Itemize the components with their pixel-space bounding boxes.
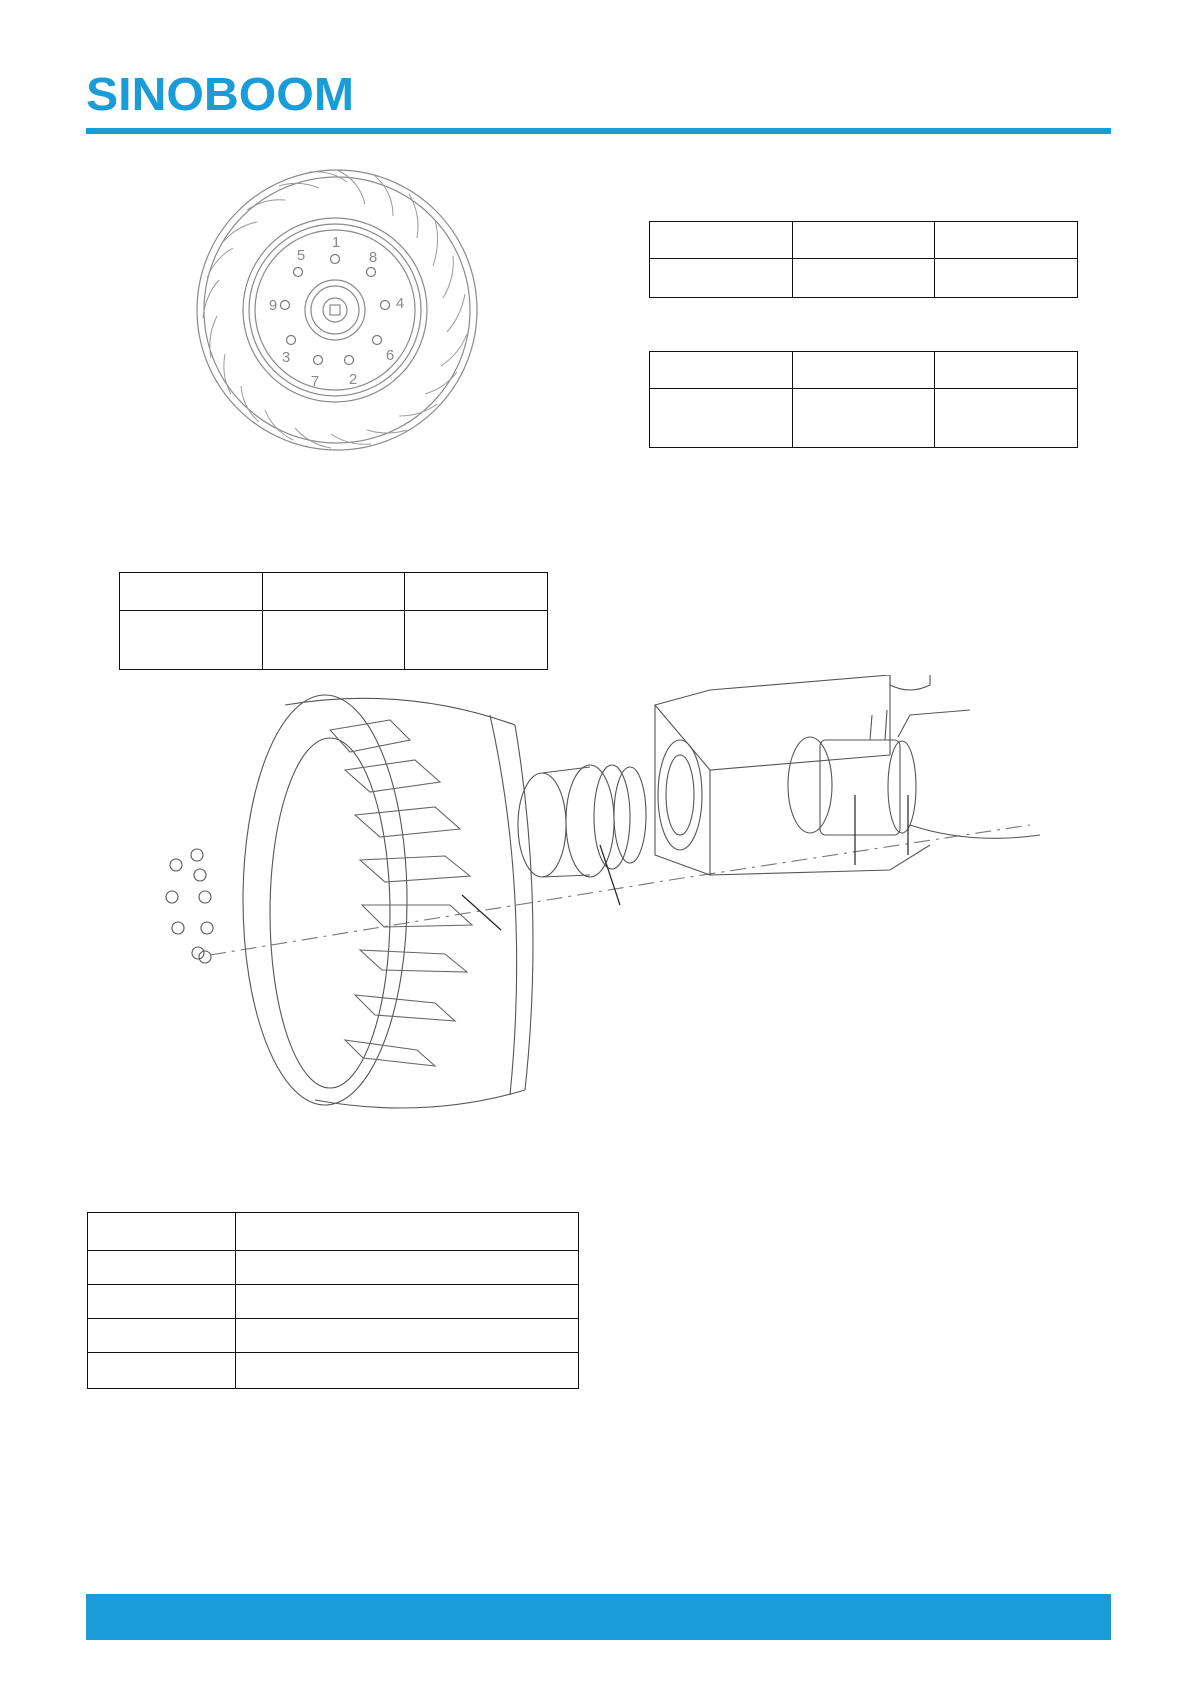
table-cell xyxy=(120,573,263,611)
table-cell xyxy=(120,611,263,670)
wheel-drive-exploded-drawing xyxy=(150,675,1040,1115)
table-cell xyxy=(236,1251,579,1285)
table-cell xyxy=(236,1319,579,1353)
table-cell xyxy=(262,573,405,611)
lug-number-1: 1 xyxy=(331,234,341,251)
wheel-front-view-drawing xyxy=(185,160,485,460)
lug-number-4: 4 xyxy=(395,295,405,312)
table-cell xyxy=(236,1285,579,1319)
table-cell xyxy=(262,611,405,670)
table-cell xyxy=(792,222,935,259)
table-cell xyxy=(650,222,793,259)
table-1 xyxy=(649,221,1078,298)
table-cell xyxy=(405,573,548,611)
table-2 xyxy=(649,351,1078,448)
sinoboom-logo xyxy=(86,72,356,116)
table-row xyxy=(650,222,1078,259)
table-cell xyxy=(935,222,1078,259)
table-cell xyxy=(88,1285,236,1319)
table-cell xyxy=(792,352,935,389)
lug-nuts-illustration xyxy=(166,849,213,963)
lug-number-2: 2 xyxy=(348,371,358,388)
lug-number-6: 6 xyxy=(385,347,395,364)
table-cell xyxy=(935,259,1078,298)
table-cell xyxy=(88,1251,236,1285)
table-cell xyxy=(405,611,548,670)
table-cell xyxy=(792,389,935,448)
table-cell xyxy=(935,352,1078,389)
table-cell xyxy=(650,389,793,448)
table-cell xyxy=(792,259,935,298)
footer-band xyxy=(86,1594,1111,1640)
table-cell xyxy=(88,1213,236,1251)
table-cell xyxy=(935,389,1078,448)
svg-text:SINOBOOM: SINOBOOM xyxy=(86,72,354,116)
lug-number-9: 9 xyxy=(268,297,278,314)
table-row xyxy=(120,611,548,670)
table-row xyxy=(650,352,1078,389)
table-row xyxy=(88,1353,579,1389)
table-row xyxy=(650,389,1078,448)
table-row xyxy=(88,1251,579,1285)
header-rule xyxy=(86,128,1111,134)
lug-number-7: 7 xyxy=(310,373,320,390)
table-cell xyxy=(236,1353,579,1389)
lug-number-5: 5 xyxy=(296,247,306,264)
table-cell xyxy=(236,1213,579,1251)
table-cell xyxy=(650,259,793,298)
table-row xyxy=(88,1319,579,1353)
table-row xyxy=(120,573,548,611)
table-cell xyxy=(88,1353,236,1389)
table-row xyxy=(650,259,1078,298)
lug-number-3: 3 xyxy=(281,349,291,366)
table-3 xyxy=(119,572,548,670)
table-cell xyxy=(88,1319,236,1353)
table-row xyxy=(88,1285,579,1319)
table-row xyxy=(88,1213,579,1251)
table-cell xyxy=(650,352,793,389)
lug-number-8: 8 xyxy=(368,249,378,266)
table-4 xyxy=(87,1212,579,1389)
